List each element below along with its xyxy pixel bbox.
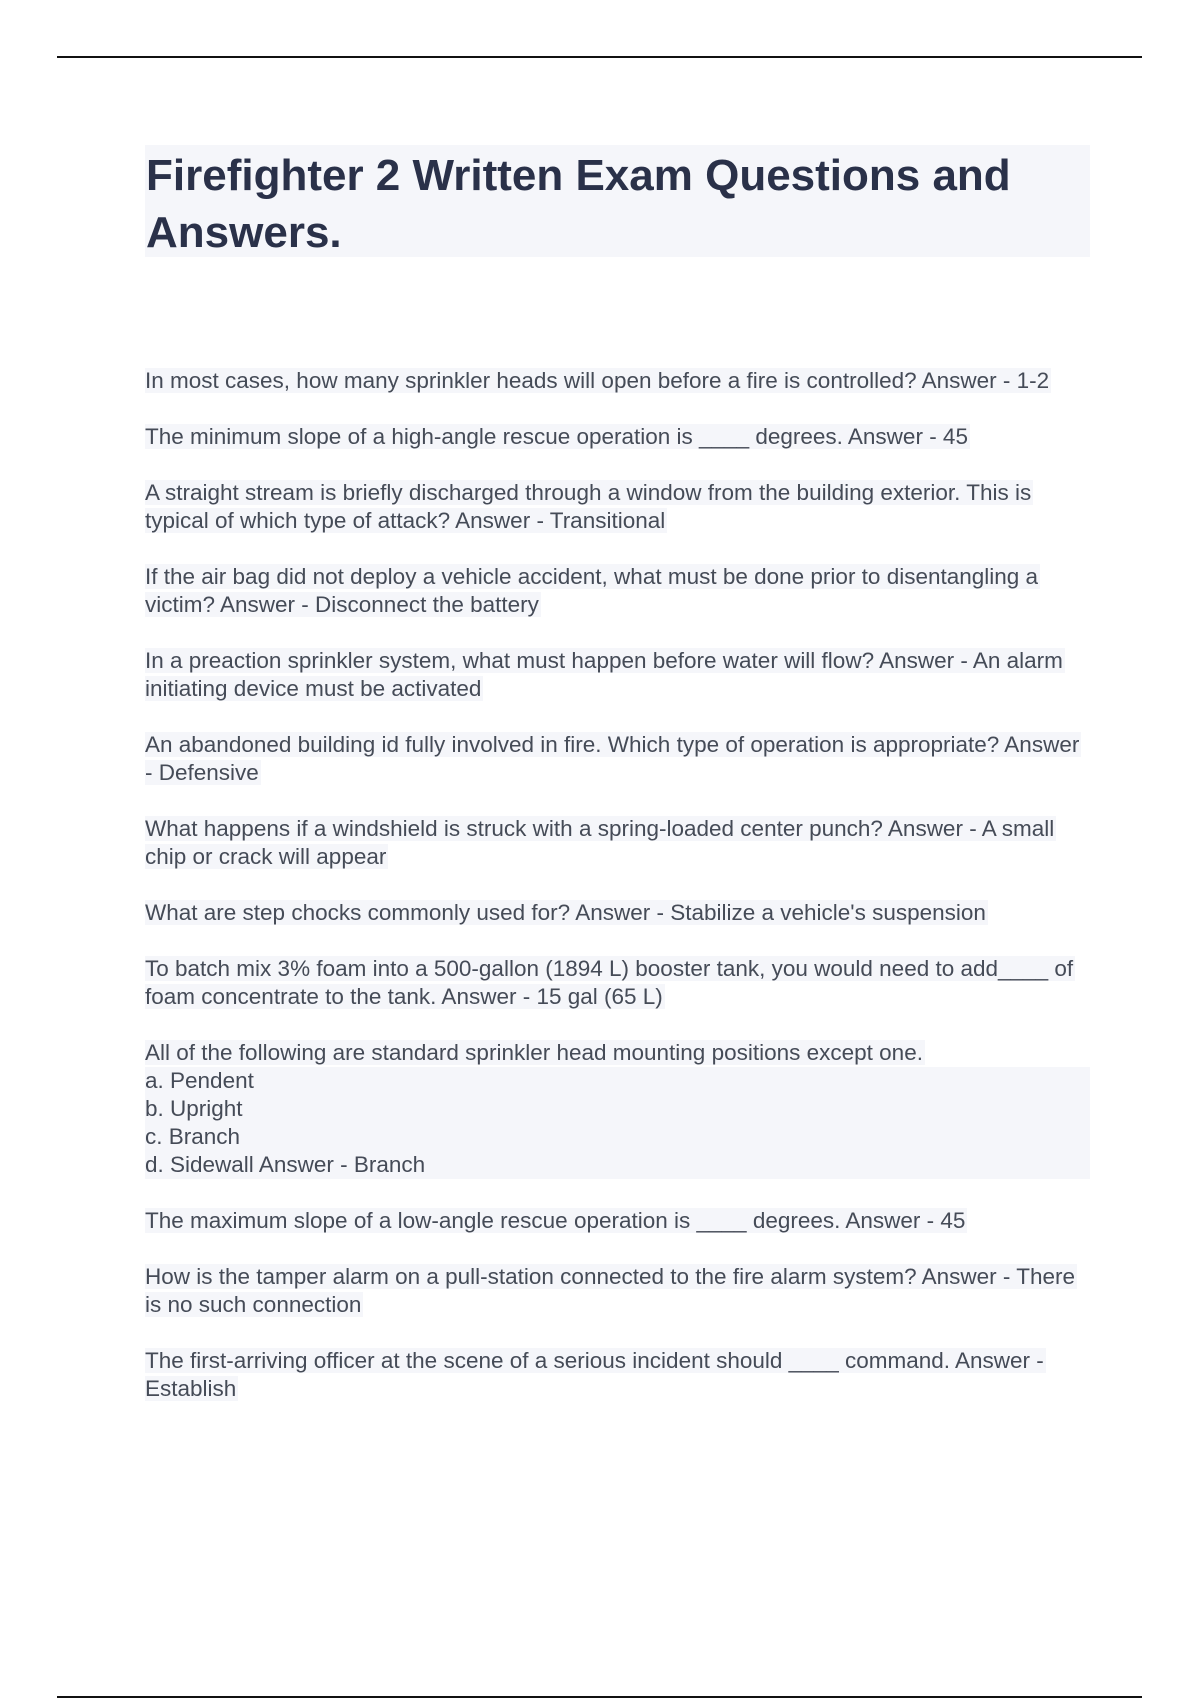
qa-item (145, 647, 1090, 703)
qa-item (145, 479, 1090, 535)
footer-rule (57, 1696, 1142, 1698)
qa-text: What happens if a windshield is struck with a spring-loaded center punch? Answer - A small chip or crack will appear (145, 816, 1055, 869)
qa-item (145, 899, 1090, 927)
qa-item (145, 815, 1090, 871)
qa-text: To batch mix 3% foam into a 500-gallon (1894 L) booster tank, you would need to add____ of foam concentrate to the tank. Answer - 15 gal (65 L) (145, 956, 1074, 1009)
option-a: a. Pendent (145, 1067, 1090, 1095)
qa-item-multiple-choice (145, 1039, 1090, 1179)
qa-text: In a preaction sprinkler system, what must happen before water will flow? Answer - An alarm initiating device must be activated (145, 648, 1063, 701)
header-rule (57, 56, 1142, 58)
qa-item (145, 1207, 1090, 1235)
qa-item (145, 731, 1090, 787)
option-d: d. Sidewall Answer - Branch (145, 1151, 1090, 1179)
qa-text: The first-arriving officer at the scene of a serious incident should ____ command. Answer - Establish (145, 1348, 1044, 1401)
qa-item (145, 955, 1090, 1011)
qa-text: A straight stream is briefly discharged through a window from the building exterior. This is typical of which type of attack? Answer - Transitional (145, 480, 1032, 533)
qa-text: An abandoned building id fully involved in fire. Which type of operation is appropriate? Answer - Defensive (145, 732, 1080, 785)
qa-text: If the air bag did not deploy a vehicle accident, what must be done prior to disentangling a victim? Answer - Disconnect the battery (145, 564, 1039, 617)
qa-list (145, 367, 1090, 1431)
qa-item (145, 1347, 1090, 1403)
qa-text: What are step chocks commonly used for? Answer - Stabilize a vehicle's suspension (145, 900, 986, 925)
option-c: c. Branch (145, 1123, 1090, 1151)
qa-text: All of the following are standard sprinkler head mounting positions except one. (145, 1040, 923, 1065)
qa-item (145, 367, 1090, 395)
qa-item (145, 563, 1090, 619)
qa-text: How is the tamper alarm on a pull-station connected to the fire alarm system? Answer - There is no such connection (145, 1264, 1076, 1317)
qa-item (145, 1263, 1090, 1319)
qa-text: The minimum slope of a high-angle rescue operation is ____ degrees. Answer - 45 (145, 424, 968, 449)
title-block (145, 145, 1090, 257)
document-title: Firefighter 2 Written Exam Questions and Answers. (146, 151, 1011, 257)
qa-item (145, 423, 1090, 451)
option-b: b. Upright (145, 1095, 1090, 1123)
option-list (145, 1067, 1090, 1179)
qa-text: In most cases, how many sprinkler heads will open before a fire is controlled? Answer - 1-2 (145, 368, 1050, 393)
qa-text: The maximum slope of a low-angle rescue operation is ____ degrees. Answer - 45 (145, 1208, 966, 1233)
